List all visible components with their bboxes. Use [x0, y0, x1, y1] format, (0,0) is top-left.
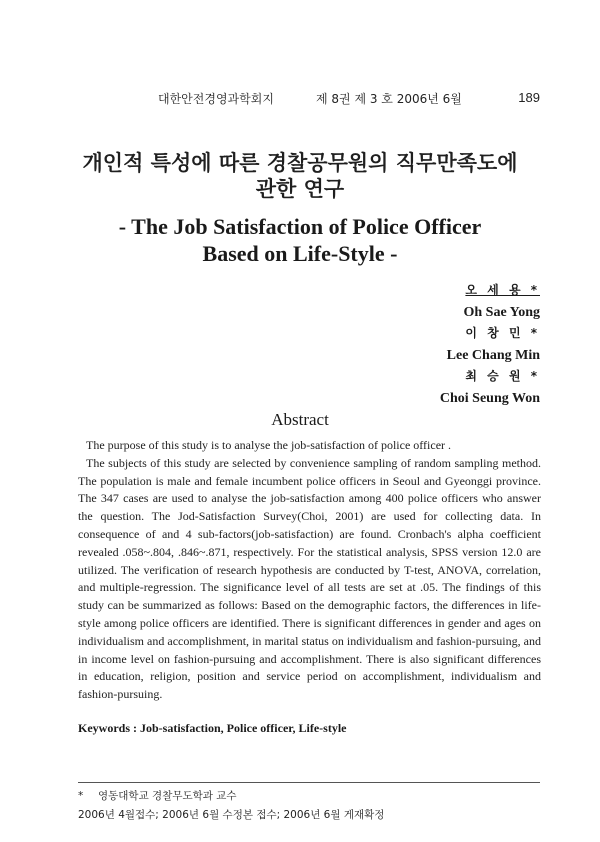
footnote-dates: 2006년 4월접수; 2006년 6월 수정본 접수; 2006년 6월 게재확정 — [78, 809, 385, 821]
author-2-english: Lee Chang Min — [446, 347, 540, 363]
abstract-paragraph-2: The subjects of this study are selected by convenience sampling of random sampling method. The population is male and female incumbent police officers in Seoul and Gyeonggi province. The 347 cases are used to analyse the job-satisfaction among 400 police officers who answer the question. The Jod-Satisfaction Survey(Choi, 2001) are used for collecting data. In consequence of and 4 sub-factors(job-satisfaction) are found. Cronbach's alpha coefficient revealed .058~.804, .846~.871, respectively. For the statistical analysis, SPSS version 12.0 are utilized. The verification of research hypothesis are conducted by T-test, ANOVA, correlation, and multiple-regression. The significance level of all tests are set at .05. The findings of this study can be summarized as follows: Based on the demographic factors, the differences in life-style among police officers are identified. There is significant differences in gender and ages on individualism and accomplishment, in marital status on individualism and fashion-pursuing, and in income level on fashion-pursuing and accomplishment. There is also significant differences in education, religion, position and service period on accomplishment, individualism and fashion-pursuing. — [78, 455, 541, 702]
footnote-affiliation: 영동대학교 경찰무도학과 교수 — [98, 790, 237, 802]
footnote-mark: * — [78, 790, 84, 802]
page-number: 189 — [518, 90, 540, 105]
korean-title-line-2: 관한 연구 — [255, 176, 345, 201]
author-list — [240, 280, 540, 409]
abstract-paragraph-1: The purpose of this study is to analyse the job-satisfaction of police officer . — [86, 438, 452, 452]
abstract-heading: Abstract — [271, 410, 329, 429]
english-title-line-1: - The Job Satisfaction of Police Officer — [118, 214, 482, 239]
english-title — [60, 213, 540, 267]
english-title-line-2: Based on Life-Style - — [202, 241, 398, 266]
keywords: Keywords : Job-satisfaction, Police officer, Life-style — [78, 721, 347, 735]
author-1-english: Oh Sae Yong — [463, 304, 540, 320]
footnote-divider — [78, 782, 540, 783]
author-1-korean: 오 세 용 * — [465, 283, 540, 297]
running-header — [78, 90, 540, 108]
korean-title-line-1: 개인적 특성에 따른 경찰공무원의 직무만족도에 — [82, 150, 518, 175]
author-2-korean: 이 창 민 * — [465, 326, 540, 340]
author-3-english: Choi Seung Won — [439, 390, 540, 406]
footnote-affiliation-line — [78, 787, 548, 806]
journal-name: 대한안전경영과학회지 — [158, 92, 274, 106]
abstract-body — [78, 437, 541, 704]
korean-title — [60, 150, 540, 202]
author-3-korean: 최 승 원 * — [465, 369, 540, 383]
issue-info: 제 8권 제 3 호 2006년 6월 — [316, 92, 462, 106]
footnote — [78, 787, 548, 825]
